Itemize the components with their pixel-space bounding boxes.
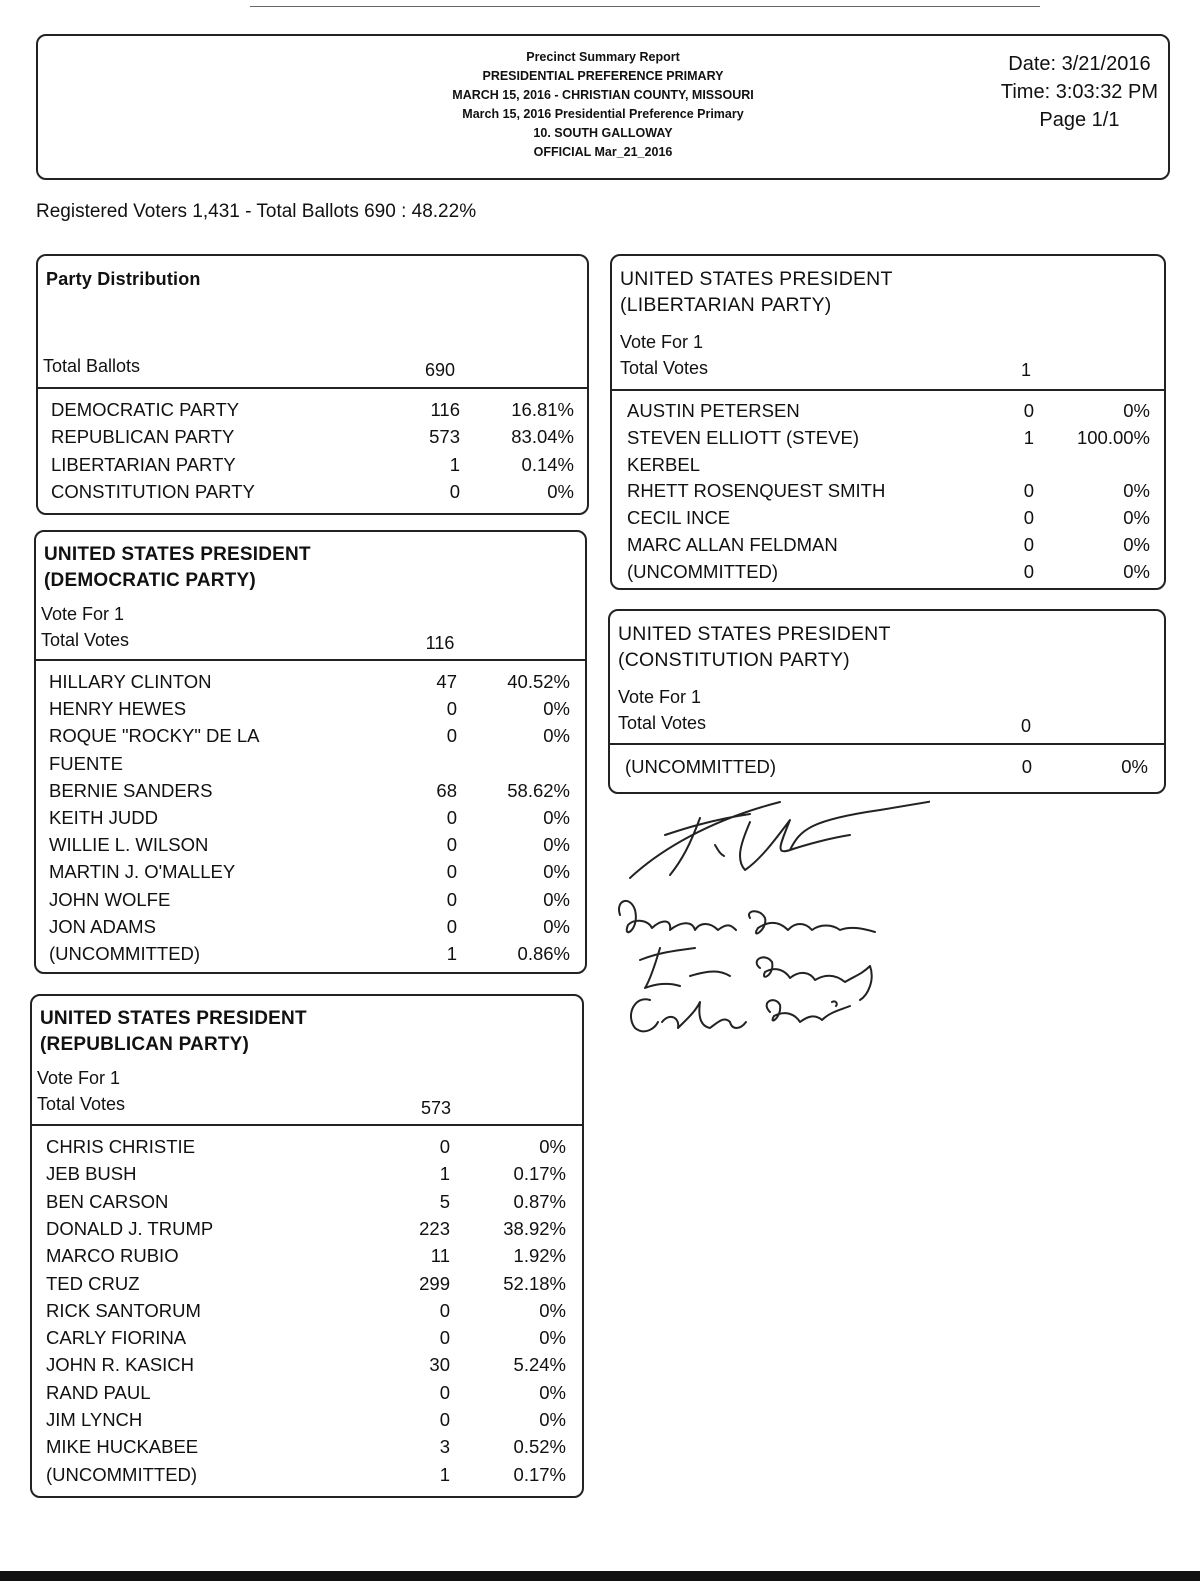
- vote-percent: 0%: [543, 807, 570, 828]
- report-time: Time: 3:03:32 PM: [1000, 81, 1158, 103]
- vote-count: 1: [439, 1163, 450, 1185]
- candidate-name: KEITH JUDD: [49, 807, 158, 828]
- candidate-name: HENRY HEWES: [49, 698, 187, 720]
- vote-percent: 0.17%: [513, 1163, 566, 1185]
- vote-percent: 83.04%: [511, 426, 574, 448]
- candidate-name: RAND PAUL: [46, 1381, 151, 1403]
- vote-count: 0: [1023, 480, 1034, 502]
- total-ballots-value: 690: [424, 360, 456, 380]
- signature-1: [630, 800, 930, 878]
- candidate-name: TED CRUZ: [46, 1272, 140, 1294]
- vote-percent: 0%: [543, 725, 570, 747]
- vote-percent: 0.17%: [513, 1463, 566, 1485]
- result-row: [38, 423, 587, 450]
- vote-percent: 58.62%: [507, 779, 570, 801]
- result-row: [32, 1160, 582, 1187]
- scan-top-edge: [250, 6, 1040, 7]
- vote-count: 0: [1021, 756, 1032, 777]
- signature-3: [640, 948, 872, 1000]
- vote-percent: 16.81%: [511, 399, 574, 420]
- vote-count: 30: [429, 1354, 450, 1376]
- result-row: [32, 1406, 582, 1433]
- vote-percent: 5.24%: [513, 1354, 566, 1376]
- vote-count: 0: [439, 1381, 450, 1403]
- candidate-name: CECIL INCE: [627, 507, 731, 529]
- total-votes-label: Total Votes: [41, 630, 130, 650]
- report-date: Date: 3/21/2016: [1008, 53, 1151, 75]
- vote-count: 573: [429, 426, 460, 448]
- vote-percent: 0.52%: [513, 1436, 566, 1458]
- candidate-name: CONSTITUTION PARTY: [51, 480, 255, 502]
- vote-percent: 0%: [539, 1327, 566, 1349]
- result-row: [612, 531, 1164, 558]
- turnout-summary: Registered Voters 1,431 - Total Ballots 690 : 48.22%: [36, 201, 477, 222]
- result-row: [612, 558, 1164, 585]
- candidate-name: (UNCOMMITTED): [627, 560, 779, 582]
- section-divider: [38, 387, 587, 389]
- candidate-name: MARC ALLAN FELDMAN: [627, 534, 838, 555]
- vote-count: 68: [436, 779, 457, 801]
- candidate-name: CARLY FIORINA: [46, 1327, 187, 1349]
- result-row: [36, 940, 585, 967]
- result-row: [38, 451, 587, 478]
- vote-for-label: Vote For 1: [37, 1068, 121, 1088]
- vote-percent: 0%: [539, 1409, 566, 1430]
- candidate-name: JIM LYNCH: [46, 1409, 143, 1430]
- libertarian-contest-box: [610, 254, 1166, 590]
- vote-percent: 0%: [1123, 560, 1150, 582]
- result-row: [32, 1461, 582, 1488]
- vote-percent: 0%: [543, 834, 570, 856]
- total-votes-value: 1: [1020, 360, 1031, 380]
- candidate-name: (UNCOMMITTED): [49, 943, 201, 964]
- vote-count: 1: [439, 1463, 450, 1485]
- result-row: [36, 858, 585, 885]
- result-row: [36, 750, 585, 777]
- official-status: OFFICIAL Mar_21_2016: [533, 145, 673, 159]
- candidate-name: LIBERTARIAN PARTY: [51, 453, 236, 475]
- contest-party: (LIBERTARIAN PARTY): [620, 294, 832, 316]
- total-votes-label: Total Votes: [37, 1094, 126, 1114]
- vote-percent: 0%: [1123, 480, 1150, 502]
- candidate-name: JOHN R. KASICH: [46, 1354, 195, 1376]
- candidate-name: BERNIE SANDERS: [49, 779, 213, 801]
- vote-count: 5: [439, 1190, 450, 1212]
- democratic-contest-box: [34, 530, 587, 974]
- vote-percent: 0%: [1121, 756, 1148, 777]
- vote-count: 0: [446, 861, 457, 883]
- vote-count: 223: [419, 1217, 450, 1239]
- vote-count: 0: [446, 807, 457, 828]
- candidate-name: MARCO RUBIO: [46, 1245, 179, 1267]
- contest-title: [618, 621, 891, 673]
- vote-percent: 0%: [539, 1381, 566, 1403]
- vote-count: 0: [446, 725, 457, 747]
- result-row: [32, 1188, 582, 1215]
- constitution-contest-box: [608, 609, 1166, 794]
- result-row: [36, 804, 585, 831]
- contest-office: UNITED STATES PRESIDENT: [620, 268, 893, 290]
- result-row: [612, 397, 1164, 424]
- contest-office: UNITED STATES PRESIDENT: [44, 544, 311, 565]
- contest-party: (CONSTITUTION PARTY): [618, 649, 850, 671]
- vote-count: 3: [439, 1436, 450, 1458]
- candidate-name: JOHN WOLFE: [49, 888, 171, 910]
- vote-count: 0: [1023, 507, 1034, 529]
- total-votes-value: 116: [425, 633, 455, 653]
- result-row: [36, 886, 585, 913]
- vote-percent: 38.92%: [503, 1217, 566, 1239]
- result-row: [38, 396, 587, 423]
- report-title: Precinct Summary Report: [526, 50, 680, 64]
- vote-percent: 0%: [1123, 400, 1150, 421]
- vote-percent: 0%: [1123, 507, 1150, 529]
- section-divider: [36, 659, 585, 661]
- vote-percent: 52.18%: [503, 1272, 566, 1294]
- total-votes-label: Total Votes: [620, 358, 709, 378]
- election-subtitle: March 15, 2016 Presidential Preference Primary: [462, 107, 744, 121]
- vote-percent: 0.87%: [513, 1190, 566, 1212]
- precinct-name: 10. SOUTH GALLOWAY: [533, 126, 673, 140]
- contest-title: [620, 266, 893, 318]
- vote-count: 11: [430, 1245, 450, 1267]
- vote-count: 0: [1023, 560, 1034, 582]
- vote-count: 0: [1023, 534, 1034, 555]
- candidate-name: DEMOCRATIC PARTY: [51, 399, 240, 420]
- vote-percent: 40.52%: [507, 671, 570, 692]
- candidate-name: CHRIS CHRISTIE: [46, 1136, 196, 1157]
- contest-title: [40, 1006, 307, 1058]
- result-row: [32, 1242, 582, 1269]
- vote-percent: 0%: [543, 861, 570, 883]
- signatures: [600, 790, 930, 1050]
- report-header: [36, 34, 1170, 180]
- page-number: Page 1/1: [1039, 109, 1120, 131]
- signature-4: [631, 999, 850, 1031]
- candidate-name: RHETT ROSENQUEST SMITH: [627, 480, 886, 502]
- result-row: [38, 478, 587, 505]
- section-divider: [610, 743, 1164, 745]
- candidate-name: (UNCOMMITTED): [46, 1463, 198, 1485]
- result-row: [32, 1215, 582, 1242]
- result-row: [612, 451, 1164, 478]
- vote-percent: 0%: [1123, 534, 1150, 555]
- result-row: [612, 477, 1164, 504]
- result-row: [610, 753, 1164, 780]
- section-title: Party Distribution: [46, 269, 201, 289]
- candidate-name: ROQUE "ROCKY" DE LA: [49, 725, 260, 747]
- vote-percent: 0%: [543, 915, 570, 937]
- vote-count: 0: [449, 480, 460, 502]
- candidate-name: DONALD J. TRUMP: [46, 1217, 214, 1239]
- vote-count: 0: [446, 915, 457, 937]
- vote-count: 0: [446, 888, 457, 910]
- party-distribution-box: [36, 254, 589, 515]
- vote-count: 0: [439, 1327, 450, 1349]
- result-row: [32, 1133, 582, 1160]
- candidate-name: AUSTIN PETERSEN: [627, 400, 800, 421]
- vote-count: 1: [446, 943, 457, 964]
- vote-percent: 100.00%: [1076, 426, 1150, 448]
- result-row: [36, 777, 585, 804]
- vote-percent: 1.92%: [513, 1245, 566, 1267]
- result-row: [32, 1379, 582, 1406]
- vote-percent: 0.14%: [521, 453, 574, 475]
- candidate-name: BEN CARSON: [46, 1190, 169, 1212]
- candidate-name: MARTIN J. O'MALLEY: [49, 861, 236, 883]
- vote-percent: 0%: [543, 698, 570, 720]
- vote-percent: 0%: [543, 888, 570, 910]
- result-row: [612, 504, 1164, 531]
- total-ballots-label: Total Ballots: [43, 356, 141, 376]
- candidate-name: (UNCOMMITTED): [625, 756, 777, 777]
- result-row: [36, 722, 585, 749]
- vote-for-label: Vote For 1: [41, 604, 125, 624]
- result-row: [36, 668, 585, 695]
- election-name: PRESIDENTIAL PREFERENCE PRIMARY: [482, 69, 724, 83]
- vote-count: 0: [439, 1299, 450, 1321]
- total-votes-value: 573: [420, 1098, 452, 1118]
- candidate-name: WILLIE L. WILSON: [49, 834, 209, 856]
- vote-count: 1: [1023, 426, 1034, 448]
- total-votes-label: Total Votes: [618, 713, 707, 733]
- result-row: [32, 1433, 582, 1460]
- candidate-name: JON ADAMS: [49, 915, 156, 937]
- vote-for-label: Vote For 1: [620, 332, 704, 352]
- vote-percent: 0.86%: [517, 943, 570, 964]
- result-row: [32, 1324, 582, 1351]
- vote-percent: 0%: [547, 480, 574, 502]
- report-title-block: [38, 48, 1168, 162]
- vote-count: 0: [439, 1409, 450, 1430]
- result-row: [36, 695, 585, 722]
- candidate-name: KERBEL: [627, 453, 701, 475]
- candidate-name: MIKE HUCKABEE: [46, 1436, 199, 1458]
- republican-contest-box: [30, 994, 584, 1498]
- vote-for-label: Vote For 1: [618, 687, 702, 707]
- result-row: [612, 424, 1164, 451]
- contest-party: (DEMOCRATIC PARTY): [44, 570, 256, 591]
- contest-office: UNITED STATES PRESIDENT: [618, 623, 891, 645]
- result-row: [36, 831, 585, 858]
- candidate-name: FUENTE: [49, 752, 123, 774]
- vote-count: 47: [436, 671, 457, 692]
- total-votes-value: 0: [1020, 716, 1031, 736]
- scan-bottom-edge: [0, 1571, 1200, 1581]
- section-divider: [612, 389, 1164, 391]
- vote-count: 0: [439, 1136, 450, 1157]
- vote-count: 0: [446, 834, 457, 856]
- candidate-name: RICK SANTORUM: [46, 1299, 201, 1321]
- vote-count: 0: [446, 698, 457, 720]
- vote-count: 299: [419, 1272, 450, 1294]
- vote-percent: 0%: [539, 1299, 566, 1321]
- contest-party: (REPUBLICAN PARTY): [40, 1034, 250, 1055]
- vote-count: 0: [1023, 400, 1034, 421]
- report-meta: [1001, 50, 1158, 134]
- vote-percent: 0%: [539, 1136, 566, 1157]
- result-row: [32, 1270, 582, 1297]
- signature-2: [619, 901, 875, 933]
- contest-office: UNITED STATES PRESIDENT: [40, 1008, 307, 1029]
- result-row: [32, 1297, 582, 1324]
- vote-count: 116: [430, 399, 460, 420]
- candidate-name: JEB BUSH: [46, 1163, 137, 1185]
- section-divider: [32, 1124, 582, 1126]
- contest-title: [44, 542, 311, 594]
- candidate-name: HILLARY CLINTON: [49, 671, 212, 692]
- vote-count: 1: [449, 453, 460, 475]
- candidate-name: STEVEN ELLIOTT (STEVE): [627, 426, 859, 448]
- election-date-county: MARCH 15, 2016 - CHRISTIAN COUNTY, MISSOURI: [452, 88, 754, 102]
- result-row: [32, 1351, 582, 1378]
- candidate-name: REPUBLICAN PARTY: [51, 426, 235, 448]
- result-row: [36, 913, 585, 940]
